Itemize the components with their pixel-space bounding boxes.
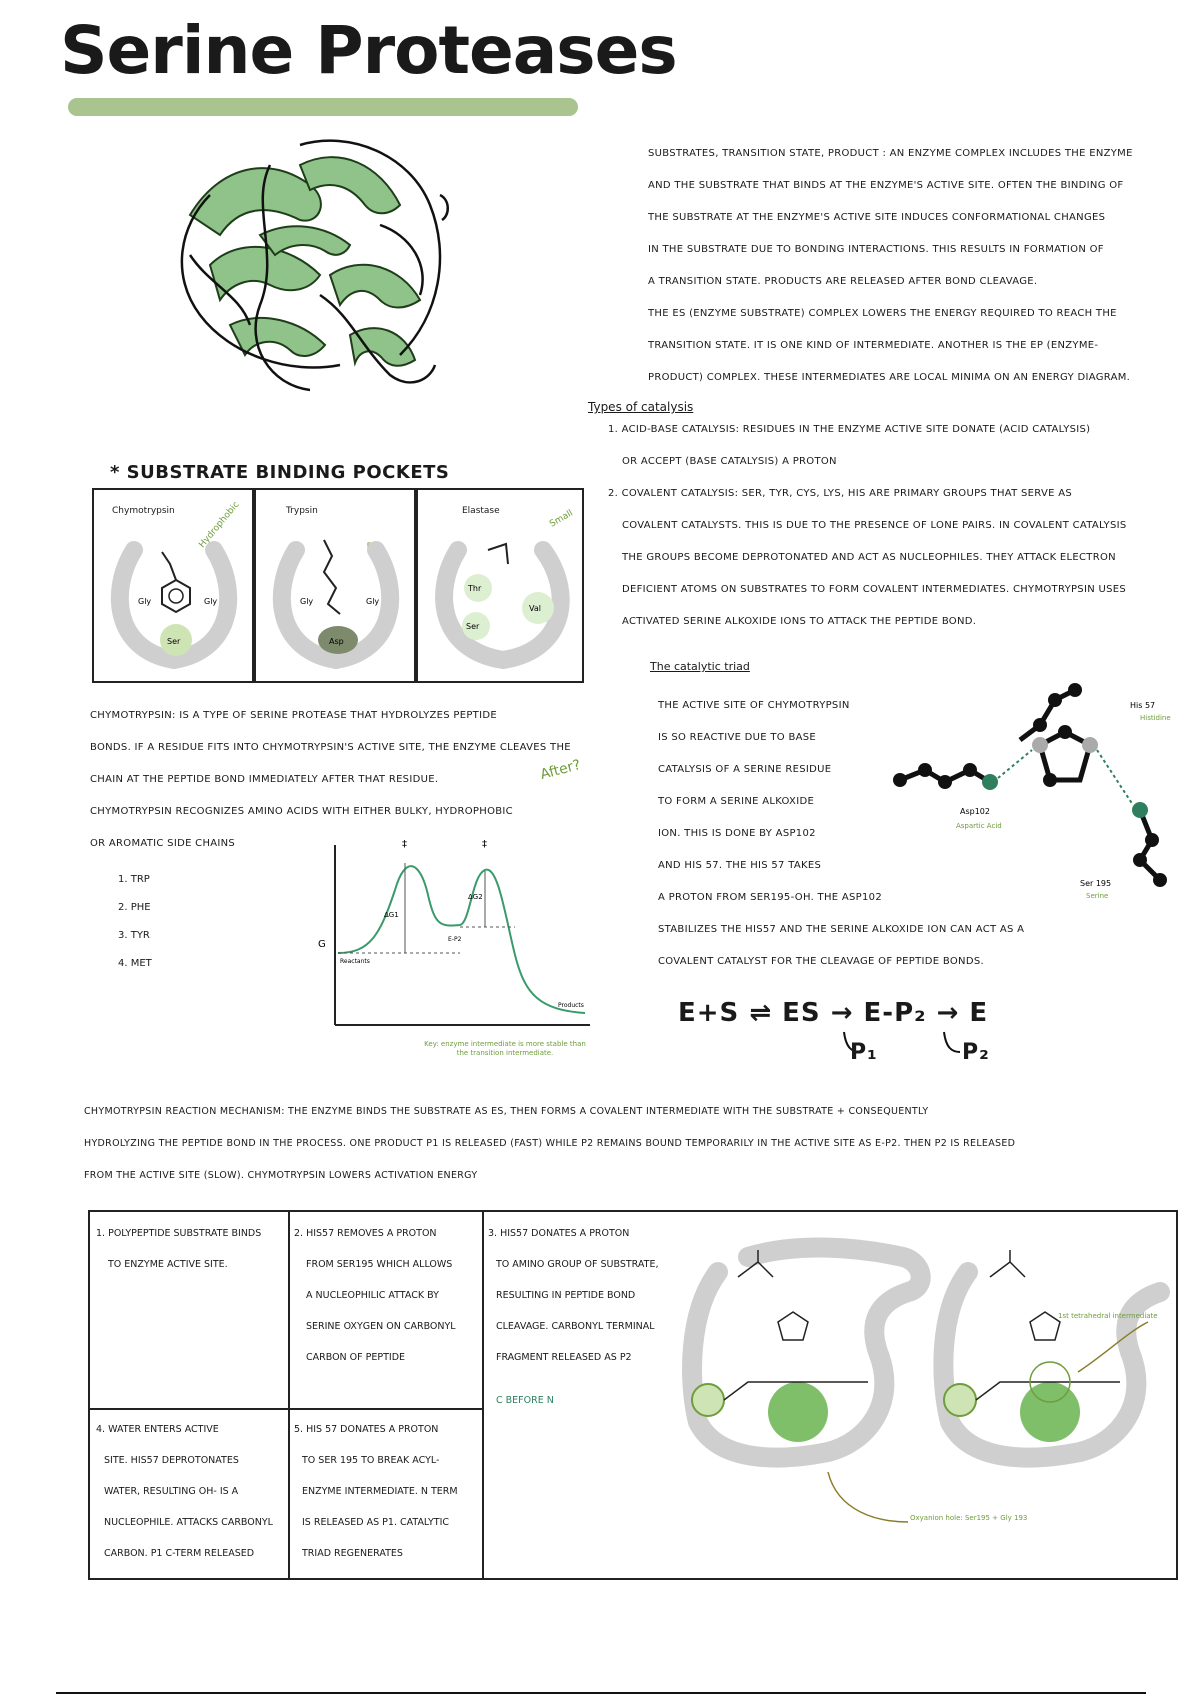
energy-dg-label: ΔG1 xyxy=(384,911,399,919)
intro-line: SUBSTRATES, TRANSITION STATE, PRODUCT : AN ENZYME COMPLEX INCLUDES THE ENZYME xyxy=(648,148,1133,159)
list-item: 4. MET xyxy=(118,958,152,969)
energy-ts-label: ‡ xyxy=(482,839,487,850)
pocket-residue: Ser xyxy=(167,637,181,646)
step-4 xyxy=(96,1414,284,1569)
triad-line: STABILIZES THE HIS57 AND THE SERINE ALKOXIDE ION CAN ACT AS A xyxy=(658,924,1025,935)
step-line: TO ENZYME ACTIVE SITE. xyxy=(108,1259,228,1270)
catalysis-heading: Types of catalysis xyxy=(588,400,694,414)
mechanism-steps-panel xyxy=(88,1210,1178,1580)
mechanism-illustration xyxy=(678,1232,1174,1552)
mechanism-line: FROM THE ACTIVE SITE (SLOW). CHYMOTRYPSIN LOWERS ACTIVATION ENERGY xyxy=(84,1170,478,1181)
step-line: 5. HIS 57 DONATES A PROTON xyxy=(294,1424,439,1435)
chymotrypsin-line: OR AROMATIC SIDE CHAINS xyxy=(90,838,236,849)
triad-line: CATALYSIS OF A SERINE RESIDUE xyxy=(658,764,832,775)
step-line: WATER, RESULTING OH- IS A xyxy=(104,1486,239,1497)
catalysis-line: 1. ACID-BASE CATALYSIS: RESIDUES IN THE ENZYME ACTIVE SITE DONATE (ACID CATALYSIS) xyxy=(608,424,1091,435)
step-line: IS RELEASED AS P1. CATALYTIC xyxy=(302,1517,450,1528)
chymotrypsin-line: CHYMOTRYPSIN RECOGNIZES AMINO ACIDS WITH EITHER BULKY, HYDROPHOBIC xyxy=(90,806,513,817)
pocket-note: Hydrophobic xyxy=(197,499,242,551)
step-line: NUCLEOPHILE. ATTACKS CARBONYL xyxy=(104,1517,273,1528)
mechanism-line: CHYMOTRYPSIN REACTION MECHANISM: THE ENZYME BINDS THE SUBSTRATE AS ES, THEN FORMS A COVALENT INTERMEDIATE WITH THE SUBSTRATE + CONSEQUENTLY xyxy=(84,1106,929,1117)
equation-p1: P₁ xyxy=(850,1040,878,1065)
energy-intermediate-label: E-P2 xyxy=(448,936,462,943)
step-5 xyxy=(294,1414,480,1569)
catalysis-line: COVALENT CATALYSTS. THIS IS DUE TO THE PRESENCE OF LONE PAIRS. IN COVALENT CATALYSIS xyxy=(622,520,1127,531)
pocket-chymotrypsin xyxy=(92,488,254,683)
energy-dg-label: ΔG2 xyxy=(468,893,483,901)
chymotrypsin-line: BONDS. IF A RESIDUE FITS INTO CHYMOTRYPSIN'S ACTIVE SITE, THE ENZYME CLEAVES THE xyxy=(90,742,571,753)
triad-his-label: His 57 xyxy=(1130,701,1156,710)
triad-line: TO FORM A SERINE ALKOXIDE xyxy=(658,796,815,807)
catalysis-line: ACTIVATED SERINE ALKOXIDE IONS TO ATTACK THE PEPTIDE BOND. xyxy=(622,616,977,627)
list-item: 2. PHE xyxy=(118,902,151,913)
margin-note: After? xyxy=(538,756,583,784)
reaction-equation: E+S ⇌ ES → E-P₂ → E xyxy=(678,998,989,1028)
triad-line: A PROTON FROM SER195-OH. THE ASP102 xyxy=(658,892,882,903)
catalysis-line: THE GROUPS BECOME DEPROTONATED AND ACT AS NUCLEOPHILES. THEY ATTACK ELECTRON xyxy=(622,552,1116,563)
triad-his-note: Histidine xyxy=(1140,714,1171,722)
chymotrypsin-line: CHAIN AT THE PEPTIDE BOND IMMEDIATELY AFTER THAT RESIDUE. xyxy=(90,774,439,785)
chymotrypsin-line: CHYMOTRYPSIN: IS A TYPE OF SERINE PROTEASE THAT HYDROLYZES PEPTIDE xyxy=(90,710,497,721)
pocket-name: Chymotrypsin xyxy=(112,506,175,516)
triad-line: IS SO REACTIVE DUE TO BASE xyxy=(658,732,817,743)
step-line: TO SER 195 TO BREAK ACYL- xyxy=(302,1455,440,1466)
energy-ylabel: G xyxy=(318,939,326,950)
step-line: CARBON. P1 C-TERM RELEASED xyxy=(104,1548,255,1559)
intro-line: TRANSITION STATE. IT IS ONE KIND OF INTERMEDIATE. ANOTHER IS THE EP (ENZYME- xyxy=(648,340,1099,351)
step-3 xyxy=(488,1218,678,1416)
energy-end-label: Products xyxy=(558,1002,584,1009)
step-2 xyxy=(294,1218,480,1373)
triad-ser-label: Ser 195 xyxy=(1080,879,1112,888)
intro-line: THE ES (ENZYME SUBSTRATE) COMPLEX LOWERS THE ENERGY REQUIRED TO REACH THE xyxy=(648,308,1117,319)
residue-list xyxy=(118,866,152,978)
intro-line: PRODUCT) COMPLEX. THESE INTERMEDIATES ARE LOCAL MINIMA ON AN ENERGY DIAGRAM. xyxy=(648,372,1131,383)
pocket-residue: Gly xyxy=(300,597,314,606)
catalysis-line: OR ACCEPT (BASE CATALYSIS) A PROTON xyxy=(622,456,837,467)
mechanism-line: HYDROLYZING THE PEPTIDE BOND IN THE PROCESS. ONE PRODUCT P1 IS RELEASED (FAST) WHILE P2 REMAINS BOUND TEMPORARILY IN THE ACTIVE SITE AS E-P2. THEN P2 IS RELEASED xyxy=(84,1138,1016,1149)
pocket-residue: Gly xyxy=(366,597,380,606)
triad-line: THE ACTIVE SITE OF CHYMOTRYPSIN xyxy=(658,700,850,711)
step-line: ENZYME INTERMEDIATE. N TERM xyxy=(302,1486,458,1497)
pocket-residue: Val xyxy=(529,604,541,613)
intro-line: IN THE SUBSTRATE DUE TO BONDING INTERACTIONS. THIS RESULTS IN FORMATION OF xyxy=(648,244,1104,255)
oxyanion-note: Oxyanion hole: Ser195 + Gly 193 xyxy=(910,1514,1028,1522)
pocket-residue: Thr xyxy=(468,584,482,593)
step-line: FRAGMENT RELEASED AS P2 xyxy=(496,1352,632,1363)
triad-asp-note: Aspartic Acid xyxy=(956,822,1002,830)
pocket-residue: Asp xyxy=(329,637,344,646)
energy-ts-label: ‡ xyxy=(402,839,407,850)
list-item: 1. TRP xyxy=(118,874,150,885)
triad-line: AND HIS 57. THE HIS 57 TAKES xyxy=(658,860,822,871)
pocket-shape xyxy=(266,530,406,680)
footer-rule xyxy=(56,1692,1146,1694)
triad-line: ION. THIS IS DONE BY ASP102 xyxy=(658,828,816,839)
intro-line: THE SUBSTRATE AT THE ENZYME'S ACTIVE SITE INDUCES CONFORMATIONAL CHANGES xyxy=(648,212,1106,223)
step-line: FROM SER195 WHICH ALLOWS xyxy=(306,1259,453,1270)
pocket-residue: Gly xyxy=(204,597,218,606)
intro-line: AND THE SUBSTRATE THAT BINDS AT THE ENZYME'S ACTIVE SITE. OFTEN THE BINDING OF xyxy=(648,180,1124,191)
step-1 xyxy=(96,1218,284,1280)
page-title: Serine Proteases xyxy=(60,12,677,89)
binding-pockets-heading: * SUBSTRATE BINDING POCKETS xyxy=(110,462,450,483)
step-line: CLEAVAGE. CARBONYL TERMINAL xyxy=(496,1321,655,1332)
title-underline xyxy=(68,98,578,116)
step-line: 4. WATER ENTERS ACTIVE xyxy=(96,1424,219,1435)
catalysis-section xyxy=(588,400,1188,638)
step-line: TRIAD REGENERATES xyxy=(302,1548,403,1559)
energy-diagram xyxy=(310,835,600,1075)
triad-line: COVALENT CATALYST FOR THE CLEAVAGE OF PEPTIDE BONDS. xyxy=(658,956,984,967)
energy-start-label: Reactants xyxy=(340,958,370,965)
step-line: 1. POLYPEPTIDE SUBSTRATE BINDS xyxy=(96,1228,262,1239)
catalysis-line: 2. COVALENT CATALYSIS: SER, TYR, CYS, LYS, HIS ARE PRIMARY GROUPS THAT SERVE AS xyxy=(608,488,1073,499)
catalysis-line: DEFICIENT ATOMS ON SUBSTRATES TO FORM COVALENT INTERMEDIATES. CHYMOTRYPSIN USES xyxy=(622,584,1126,595)
pocket-residue: Ser xyxy=(466,622,480,631)
pocket-shape xyxy=(428,530,578,680)
intro-line: A TRANSITION STATE. PRODUCTS ARE RELEASED AFTER BOND CLEAVAGE. xyxy=(648,276,1038,287)
pocket-note: Small xyxy=(548,508,575,530)
pocket-elastase xyxy=(416,488,584,683)
step-line: TO AMINO GROUP OF SUBSTRATE, xyxy=(496,1259,659,1270)
pocket-note: ES xyxy=(366,542,378,552)
equation-p2: P₂ xyxy=(962,1040,990,1065)
pocket-name: Trypsin xyxy=(286,506,318,516)
step-line: SITE. HIS57 DEPROTONATES xyxy=(104,1455,239,1466)
triad-asp-label: Asp102 xyxy=(960,807,990,816)
pocket-residue: Gly xyxy=(138,597,152,606)
pocket-name: Elastase xyxy=(462,506,500,516)
step-line: RESULTING IN PEPTIDE BOND xyxy=(496,1290,636,1301)
tetrahedral-note: 1st tetrahedral intermediate xyxy=(1058,1312,1158,1320)
catalytic-triad-model xyxy=(890,670,1190,910)
step-line: SERINE OXYGEN ON CARBONYL xyxy=(306,1321,456,1332)
list-item: 3. TYR xyxy=(118,930,150,941)
mechanism-paragraph xyxy=(84,1096,1194,1192)
triad-ser-note: Serine xyxy=(1086,892,1109,900)
step-line: 3. HIS57 DONATES A PROTON xyxy=(488,1228,630,1239)
protein-structure-illustration xyxy=(150,125,480,405)
intro-paragraph xyxy=(648,138,1188,394)
step-line: 2. HIS57 REMOVES A PROTON xyxy=(294,1228,437,1239)
pocket-trypsin xyxy=(254,488,416,683)
energy-caption: Key: enzyme intermediate is more stable than the transition intermediate. xyxy=(424,1040,586,1057)
step-note: C BEFORE N xyxy=(496,1395,554,1406)
step-line: A NUCLEOPHILIC ATTACK BY xyxy=(306,1290,439,1301)
pocket-shape xyxy=(104,530,244,680)
step-line: CARBON OF PEPTIDE xyxy=(306,1352,406,1363)
triad-heading: The catalytic triad xyxy=(650,660,750,673)
